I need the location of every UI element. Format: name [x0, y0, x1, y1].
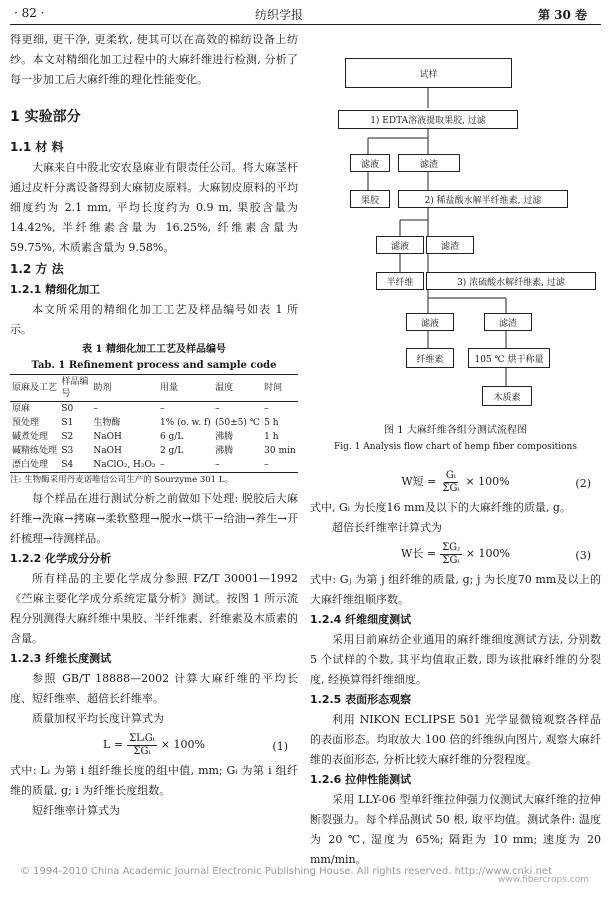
section-1-1-heading: 1.1 材 料	[10, 140, 64, 154]
table-cell: –	[264, 460, 269, 470]
length-test-paragraph: 参照 GB/T 18888—2002 计算大麻纤维的平均长度、短纤维率、超倍长纤维率。	[10, 672, 298, 705]
table-cell: –	[264, 404, 269, 414]
table-cell: 原麻	[12, 404, 31, 414]
flow-box-dry-weigh: 105 ℃ 烘干称量	[468, 348, 550, 368]
eq1-number: (1)	[272, 740, 288, 753]
flowchart-connectors	[310, 30, 601, 420]
chemical-analysis-paragraph: 所有样品的主要化学成分参照 FZ/T 30001—1992《苎麻主要化学成分系统定量分析》测试。按图 1 所示流程分别测得大麻纤维中果胶、半纤维素、纤维素及木质素的含量。	[10, 572, 298, 645]
eq2-explanation: 式中, Gᵢ 为长度16 mm及以下的大麻纤维的质量, g。	[310, 501, 571, 514]
table-header-cell: 温度	[215, 383, 234, 393]
eq1-numerator: ΣLᵢGᵢ	[129, 732, 155, 744]
table-cell: 预处理	[12, 418, 40, 428]
eq3-tail: × 100%	[465, 547, 510, 560]
eq2-denominator: ΣGᵢ	[442, 482, 460, 494]
section-1-2-4-heading: 1.2.4 纤维细度测试	[310, 613, 412, 626]
intro-paragraph: 得更细, 更干净, 更柔软, 使其可以在高效的棉纺设备上纺纱。本文对精细化加工过程中的大麻纤维进行检测, 分析了每一步加工后大麻纤维的理化性能变化。	[10, 33, 298, 86]
table-title-cn: 表 1 精细化加工工艺及样品编号	[82, 344, 226, 355]
section-1-2-2-heading: 1.2.2 化学成分分析	[10, 552, 112, 565]
flow-box-hcl: 2) 稀盐酸水解半纤维素, 过滤	[398, 190, 568, 208]
materials-paragraph: 大麻来自中股北安农垦麻业有限责任公司。将大麻茎杆通过皮杆分离设备得到大麻韧皮原料。大麻韧皮原料的平均细度约为 2.1 mm, 平均长度约为 0.9 m, 果胶含量为 14.42%, 半纤维素含量为 16.25%, 纤维素含量为 59.75%, 木质素含量为 9.58%。	[10, 161, 298, 254]
table-cell: –	[215, 404, 220, 414]
table-cell: 碱煮处理	[12, 432, 49, 442]
flow-box-sample: 试样	[345, 58, 512, 88]
flow-box-residue-1: 滤渣	[398, 154, 460, 172]
refinement-table	[10, 374, 298, 473]
eq2-lhs: W短 =	[401, 475, 437, 488]
flow-box-edta: 1) EDTA溶液提取果胶, 过滤	[338, 110, 518, 129]
table-cell: 30 min	[264, 446, 296, 456]
table-cell: 碱精练处理	[12, 446, 58, 456]
equation-3	[310, 538, 601, 570]
table-cell: S0	[61, 404, 74, 414]
equation-1	[10, 729, 298, 761]
eq1-intro: 质量加权平均长度计算式为	[32, 712, 164, 725]
eq3-denominator: ΣGᵢ	[442, 554, 460, 566]
page-number: · 82 ·	[14, 6, 45, 20]
site-watermark: www.fibercrops.com	[498, 875, 589, 885]
table-cell: S4	[61, 460, 74, 470]
table-row	[10, 458, 298, 473]
table-cell: NaClO₂, H₂O₂	[93, 460, 156, 470]
table-header-cell: 样品编号	[61, 377, 89, 399]
eq1-denominator: ΣGᵢ	[133, 745, 151, 757]
flow-box-residue-3: 滤渣	[484, 313, 532, 331]
table-cell: S2	[61, 432, 74, 442]
flowchart	[310, 30, 601, 450]
table-cell: NaOH	[93, 432, 122, 442]
table-row	[10, 444, 298, 458]
copyright-footer: © 1994-2010 China Academic Journal Electronic Publishing House. All rights reserved. http://www.cnki.net	[20, 866, 552, 877]
refinement-paragraph: 本文所采用的精细化加工工艺及样品编号如表 1 所示。	[10, 303, 298, 336]
eq1-fraction	[127, 733, 157, 758]
table-cell: NaOH	[93, 446, 122, 456]
eq3-lhs: W长 =	[401, 547, 437, 560]
table-cell: 1% (o. w. f)	[159, 418, 211, 428]
table-cell: –	[159, 460, 165, 470]
table-row	[10, 402, 298, 417]
table-cell: S3	[61, 446, 74, 456]
fineness-paragraph: 采用目前麻纺企业通用的麻纤维细度测试方法, 分别数 5 个试样的个数, 其平均值取正数, 即为该批麻纤维的分裂度, 经换算得纤维细度。	[310, 633, 601, 686]
table-cell: 生物酶	[93, 418, 121, 428]
eq2-numerator: Gᵢ	[445, 469, 456, 481]
eq3-intro: 超倍长纤维率计算式为	[332, 521, 442, 534]
eq2-tail: × 100%	[465, 475, 510, 488]
eq3-number: (3)	[575, 549, 591, 562]
volume-label: 第 30 卷	[538, 8, 588, 22]
table-row	[10, 416, 298, 430]
eq1-lhs: L =	[103, 738, 124, 751]
flow-box-residue-2: 滤渣	[426, 236, 474, 254]
figure-caption-en: Fig. 1 Analysis flow chart of hemp fiber compositions	[334, 442, 577, 452]
table-title-en: Tab. 1 Refinement process and sample code	[31, 360, 277, 371]
journal-name: 纺织学报	[255, 8, 304, 22]
table-header-cell: 助剂	[93, 383, 112, 393]
table-cell: S1	[61, 418, 74, 428]
section-1-2-6-heading: 1.2.6 拉伸性能测试	[310, 773, 412, 786]
flow-box-hemicellulose: 半纤维	[376, 272, 424, 290]
eq1-tail: × 100%	[160, 738, 205, 751]
eq3-numerator: ΣGⱼ	[442, 541, 460, 553]
flow-box-lignin: 木质素	[482, 386, 532, 406]
table-cell: 1 h	[264, 432, 279, 442]
tensile-paragraph: 采用 LLY-06 型单纤维拉伸强力仪测试大麻纤维的拉伸断裂强力。每个样品测试 50 根, 取平均值。测试条件: 温度为 20 ℃, 湿度为 65%; 隔距为 10 mm; 速度为 20 mm/min。	[310, 793, 601, 866]
equation-2	[310, 466, 601, 498]
section-1-heading: 1 实验部分	[10, 109, 81, 125]
table-cell: –	[93, 404, 98, 414]
eq2-number: (2)	[575, 477, 591, 490]
flow-box-h2so4: 3) 浓硫酸水解纤维素, 过滤	[426, 272, 596, 290]
table-cell: 5 h	[264, 418, 279, 428]
eq2-intro: 短纤维率计算式为	[32, 804, 120, 817]
table-note: 注: 生物酶采用丹麦诺唯信公司生产的 Sourzyme 301 L。	[10, 475, 233, 485]
flow-box-filtrate-1: 滤液	[350, 154, 390, 172]
section-1-2-3-heading: 1.2.3 纤维长度测试	[10, 652, 112, 665]
left-column	[10, 30, 298, 821]
section-1-2-5-heading: 1.2.5 表面形态观察	[310, 693, 412, 706]
right-column	[310, 466, 601, 870]
eq1-explanation: 式中: Lᵢ 为第 i 组纤维长度的组中值, mm; Gᵢ 为第 i 组纤维的质量, g; i 为纤维长度组数。	[10, 764, 298, 797]
process-paragraph: 每个样品在进行测试分析之前做如下处理: 脱胶后大麻纤维→洗麻→拷麻→柔软整理→脱水→烘干→给油→养生→开纤梳理→待测样品。	[10, 492, 298, 545]
eq3-fraction	[440, 542, 462, 567]
table-cell: 2 g/L	[159, 446, 184, 456]
table-header-cell: 原麻及工艺	[12, 383, 58, 393]
flow-box-cellulose: 纤维素	[406, 348, 454, 368]
table-cell: (50±5) ℃	[215, 418, 260, 428]
table-cell: 6 g/L	[159, 432, 184, 442]
flow-box-pectin: 果胶	[350, 190, 390, 208]
table-cell: –	[159, 404, 165, 414]
table-cell: 沸腾	[215, 432, 234, 442]
table-cell: –	[215, 460, 220, 470]
table-header-cell: 时间	[264, 383, 283, 393]
table-header-row	[10, 375, 298, 402]
eq2-fraction	[440, 470, 461, 495]
flow-box-filtrate-2: 滤液	[376, 236, 424, 254]
section-1-2-heading: 1.2 方 法	[10, 262, 64, 276]
table-cell: 沸腾	[215, 446, 234, 456]
table-header-cell: 用量	[159, 383, 178, 393]
section-1-2-1-heading: 1.2.1 精细化加工	[10, 283, 101, 296]
table-row	[10, 430, 298, 444]
figure-caption-cn: 图 1 大麻纤维各组分测试流程图	[384, 425, 527, 436]
morphology-paragraph: 利用 NIKON ECLIPSE 501 光学显微镜观察各样品的表面形态。均取放大 100 倍的纤维纵向图片, 观察大麻纤维的表面形态, 分析比较大麻纤维的分裂程度。	[310, 713, 601, 766]
flow-box-filtrate-3: 滤液	[406, 313, 454, 331]
table-cell: 漂白处理	[12, 460, 49, 470]
header-rule	[10, 24, 601, 25]
eq3-explanation: 式中: Gⱼ 为第 j 组纤维的质量, g; j 为长度70 mm及以上的大麻纤维组顺序数。	[310, 573, 601, 606]
